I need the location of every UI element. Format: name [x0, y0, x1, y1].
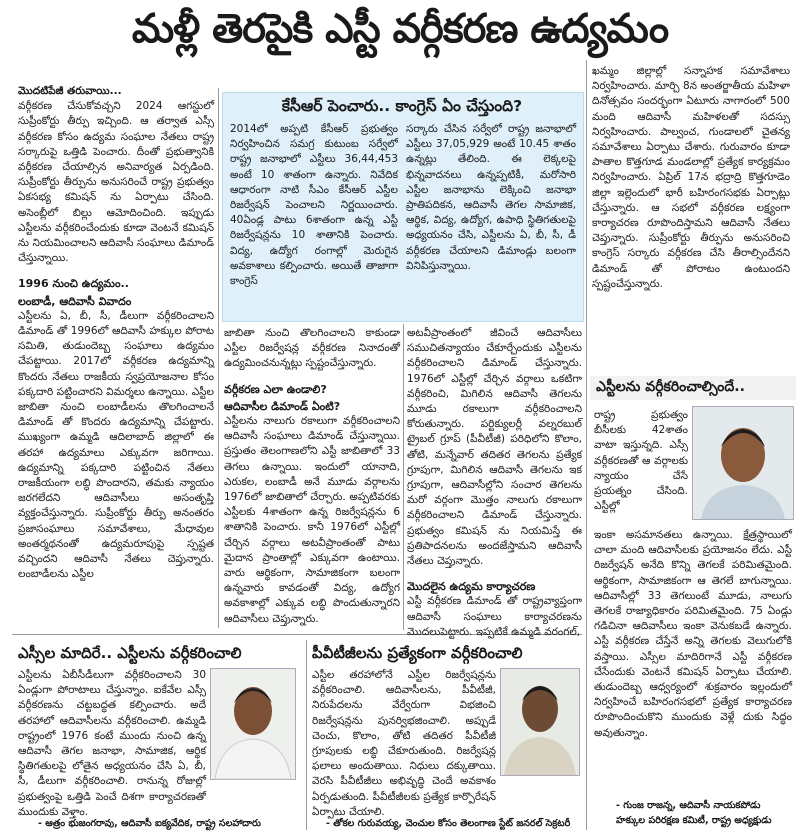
- box1-body: [18, 668, 206, 818]
- col3-subhead: మొదలైన ఉద్యమ కార్యాచరణ: [407, 580, 536, 594]
- person-photo-icon: [211, 669, 295, 779]
- headline: మళ్లీ తెరపైకి ఎస్టీ వర్గీకరణ ఉద్యమం: [131, 6, 669, 52]
- box2-credit: - తోకల గురువయ్య, చెంచుల కోసం తెలంగాణ స్టేట్ జనరల్ సెక్రటరీ: [326, 818, 571, 829]
- info-box-left: [230, 122, 398, 316]
- divider: [586, 60, 587, 830]
- col1-body: ఎస్టీలను ఏ, బీ, సీ, డీలుగా వర్గీకరించాలని డిమాండ్ తో 1996లో ఆదివాసీ హక్కుల పోరాట సమితి, తుడుందెబ్బ సంఘాలు ఉద్యమం చేపట్టాయి. 2017లో వర్గీకరణ ఉద్యమాన్ని కొందరు నేతలు రాజకీయ స్వప్రయోజనాల కోసం పక్కదారి పట్టించారని విమర్శలు ఉన్నాయి. ఎస్టీల జాబితా నుంచి లంబాడీలను తొలగించాలనే డిమాండ్ తో కొందరు ఉద్యమాన్ని చేపట్టారు. ముఖ్యంగా ఉమ్మడి ఆదిలాబాద్ జిల్లాలో ఈ తరహా ఉద్యమాలు ఎక్కువగా జరిగాయి. ఉద్యమాన్ని పక్కదారి పట్టించిన నేతలు రాజకీయంగా లబ్ధి పొందారని, తమకు న్యాయం జరగలేదని ఆదివాసీలు అసంతృప్తి వ్యక్తంచేస్తున్నారు. సుప్రీంకోర్టు తీర్పు అనంతరం ప్రజాసంఘాలు సమావేశాలు, మేధావుల అంతర్మథనంతో ఉద్యమరూపుపై స్పష్టత వచ్చిందని ఆదివాసీ నేతలు చెప్తున్నారు. లంబాడీలను ఎస్టీల: [18, 309, 214, 581]
- divider: [306, 640, 307, 830]
- col1-intro: వర్గీకరణ చేసుకోవచ్చని 2024 ఆగస్టులో సుప్రీంకోర్టు తీర్పు ఇచ్చింది. ఆ తర్వాత ఎస్సీ వర్గీకరణ కోసం ఉద్యమ సంఘాల నేతలు రాష్ట్ర సర్కారుపై ఒత్తిడి పెంచారు. దీంతో ప్రభుత్వానికి వర్గీకరణ చేయాల్సిన అనివార్యత ఏర్పడింది. సుప్రీంకోర్టు తీర్పును అనుసరించే రాష్ట్ర ప్రభుత్వం ఏకసభ్య కమిషన్ ను ఏర్పాటు చేసింది. అసెంబ్లీలో బిల్లు ఆమోదించింది. ఇప్పుడు ఎస్టీలను వర్గీకరించేందుకు కూడా వెంటనే కమిషన్ ను నియమించాలని ఆదివాసీ సంఘాలు డిమాండ్ చేస్తున్నాయి.: [18, 100, 214, 265]
- side-credit: - గుంజ రాజన్న, ఆదివాసీ నాయకపోడు: [616, 800, 761, 811]
- person-photo-icon: [501, 669, 579, 775]
- side-full-text: [594, 528, 792, 794]
- info-box-title: కేసీఆర్ పెంచారు.. కాంగ్రెస్ ఏం చేస్తుంది?: [281, 97, 523, 115]
- info-box-left-text: 2014లో అప్పటి కేసీఆర్ ప్రభుత్వం నిర్వహించిన సమగ్ర కుటుంబ సర్వేలో రాష్ట్ర జనాభాలో ఎస్టీలు 36,44,453 అంటే 10 శాతంగా ఉన్నారు. నివేదిక ఆధారంగా నాటి సీఎం కేసీఆర్ ఎస్టీల రిజర్వేషన్ పెంచాలని నిర్ణయించారు. 40ఏండ్ల పాటు 6శాతంగా ఉన్న ఎస్టీ రిజర్వేషన్లను 10 శాతానికి పెంచారు. విద్య, ఉద్యోగ రంగాల్లో మెరుగైన అవకాశాలు కల్పించారు. అయితే తాజాగా కాంగ్రెస్: [230, 123, 398, 288]
- info-box-right: [406, 122, 576, 316]
- column-1: [18, 84, 214, 630]
- col3-body-1: అటవీప్రాంతంలో జీవించే ఆదివాసీలు సముచితన్యాయం చేకూర్చేందుకు ఎస్టీలను వర్గీకరించాలని డిమాండ్ చేస్తున్నారు. 1976లో ఎస్టీల్లో చేర్చిన వర్గాలు ఒకటిగా వర్గీకరించి, మిగిలిన ఆదివాసీ తెగలను మూడు రకాలుగా వర్గీకరించాలని కోరుతున్నారు. పర్టిక్యులర్లీ వల్నరబుల్ ట్రైబల్ గ్రూప్ (పీవీటీజీ) పరిధిలోని కొలాం, తోటి, మన్నేవార్ తదితర తెగలను ప్రత్యేక గ్రూపుగా, మిగిలిన ఆదివాసీ తెగలను ఇక గ్రూపుగా, ఆదివాసీల్లోని సంచార తెగలను మరో వర్గంగా మొత్తం నాలుగు రకాలుగా వర్గీకరించాలని డిమాండ్ చేస్తున్నారు. ప్రభుత్వం కమిషన్ ను నియమిస్తే ఈ ప్రతిపాదనలను అందజేస్తామని ఆదివాసీ నేతలు చెప్తున్నారు.: [407, 327, 582, 568]
- side-full-text-p: ఇంకా అసమానతలు ఉన్నాయి. క్షేత్రస్థాయిలో చాలా మంది ఆదివాసీలకు ప్రయోజనం లేదు. ఎస్టీ రిజర్వేషన్ అనేది కొన్ని తెగలకే పరిమితమైంది. ఆర్థికంగా, సామాజికంగా ఆ తెగలే బాగున్నాయి. ఆదివాసీల్లో 33 తెగలుంటే మూడు, నాలుగు తెగలకే రాజ్యాధికారం పరిమితమైంది. 75 ఏండ్లు గడిచినా ఆదివాసీలు ఇంకా వెనుకబడే ఉన్నారు. ఎస్టీ వర్గీకరణ చేస్తేనే అన్ని తెగలకు వెలుగులోకి వస్తాయి. ఎస్సీల మాదిరిగానే ఎస్టీ వర్గీకరణ చేసేందుకు వెంటనే కమిషన్ ఏర్పాటు చేయాలి. తుడుందెబ్బ ఆధ్వర్యంలో శుక్రవారం ఇల్లందులో నిర్వహించే బహిరంగసభలో ప్రత్యేక కార్యాచరణ రూపొందించుకొని ముందుకు వెళ్లే దుకు సిద్ధం అవుతున్నాం.: [594, 529, 792, 739]
- box2-title: పీవీటీజీలను ప్రత్యేకంగా వర్గీకరించాలి: [312, 644, 523, 662]
- column-4: [592, 64, 790, 370]
- box2-body-text: ఎస్టీల తరహాలోనే ఎస్టీల రిజర్వేషన్లను వర్గీకరించాలి. ఆదివాసీలను, పీవీటీజీ, నిరుపేదలను వేర్వేరుగా విభజించి రిజర్వేషన్లను పునర్విభజించాలి. అప్పుడే చెంచు, కొలాం, తోటి తదితర పీవీటీజీ గ్రూపులకు లబ్ధి చేకూరుతుంది. రిజర్వేషన్ల ఫలాలు అందుతాయి. నిధులు దక్కుతాయి. వెరసి పీవీటీజీలు అభివృద్ధి చెందే అవకాశం ఏర్పడుతుంది. పీవీటీజీలకు ప్రత్యేక కార్పొరేషన్ ఏర్పాటు చేయాలి.: [312, 669, 496, 818]
- divider: [403, 324, 404, 630]
- divider: [218, 88, 219, 628]
- col2-body-1: జాబితా నుంచి తొలగించాలని కాకుండా ఎస్టీల రిజర్వేషన్ల వర్గీకరణ నినాదంతో ఉద్యమించనున్నట్లు స్పష్టంచేస్తున్నారు.: [224, 327, 400, 370]
- kicker: మొదటిపేజీ తరువాయి...: [18, 85, 122, 97]
- col2-subhead-2: ఆదివాసీల డిమాండ్ ఏంటి?: [224, 399, 341, 413]
- column-3: [407, 326, 582, 638]
- box1-body-text: ఎస్టీలను ఏబీసీడీలుగా వర్గీకరించాలని 30 ఏండ్లుగా పోరాటాలు చేస్తున్నాం. ఐకేవేల ఎస్సీ వర్గీకరణను చట్టబద్ధత కల్పించారు. అదే తరహాలో ఆదివాసీలను వర్గీకరించాలి. ఉమ్మడి రాష్ట్రంలో 1976 కంటే ముందు నుంచి ఉన్న ఆదివాసీ తెగల జనాభా, సామాజిక, ఆర్థిక స్థితిగతులపై లోతైన అధ్యయనం చేసి ఏ, బీ, సీ, డీలుగా వర్గీకరించాలి. రానున్న రోజుల్లో ప్రభుత్వంపై ఒత్తిడి పెంచే దిశగా కార్యాచరణతో ముందుకు వెళ్తాం.: [18, 669, 206, 818]
- person-photo: [210, 668, 296, 780]
- col1-subhead-2: లంబాడీ, ఆదివాసీ వివాదం: [18, 294, 132, 308]
- side-credit-2: హక్కుల పరిరక్షణ కమిటీ, రాష్ట్ర అధ్యక్షుడు: [616, 815, 772, 826]
- col1-subhead: 1996 నుంచి ఉద్యమం..: [18, 277, 129, 291]
- col2-subhead: వర్గీకరణ ఎలా ఉండాలి?: [224, 382, 327, 396]
- side-short-text-p: రాష్ట్ర ప్రభుత్వం బీసీలకు 42శాతం వాటా ఇస్తున్నది. ఎస్సీ వర్గీకరణతో ఆ వర్గాలకు న్యాయం చేసే ప్రయత్నం చేసింది. ఎస్టీల్లో: [594, 409, 688, 513]
- person-photo: [500, 668, 580, 776]
- info-box-right-text: సర్కారు చేసిన సర్వేలో రాష్ట్ర జనాభాలో ఎస్టీలు 37,05,929 అంటే 10.45 శాతం ఉన్నట్లు తేలింది. ఈ లెక్కలపై భిన్నవాదనలు ఉన్నప్పటికీ, మరోసారి ఎస్టీల జనాభాను లెక్కించి జనాభా ప్రాతిపదికన, ఆదివాసీ తెగల సామాజిక, ఆర్థిక, విద్య, ఉద్యోగ, ఉపాధి స్థితిగతులపై అధ్యయనం చేసి, ఎస్టీలను ఏ, బీ, సీ, డీ వర్గీకరణ చేయాలని డిమాండ్లు బలంగా వినిపిస్తున్నాయి.: [406, 123, 576, 272]
- col4-body: ఖమ్మం జిల్లాల్లో సన్నాహక సమావేశాలు నిర్వహించారు. మార్చి 8న అంతర్జాతీయ మహిళా దినోత్సవం సందర్భంగా ఏటూరు నాగారంలో 500 మంది ఆదివాసీ మహిళలతో సదస్సు నిర్వహించారు. పాల్వంచ, గుండాలలో చైతన్య సమావేశాలు ఏర్పాటు చేశారు. గురువారం కూడా పాతాల కొత్తగూడ మండలాల్లో ప్రత్యేక కార్యక్రమం నిర్వహించారు. ఏప్రిల్ 17న భద్రాద్రి కొత్తగూడెం జిల్లా ఇల్లెందులో భారీ బహిరంగసభకు ఏర్పాట్లు చేస్తున్నారు. ఆ సభలో వర్గీకరణ లక్ష్యంగా కార్యాచరణ రూపొందిస్తామని ఆదివాసీ నేతలు చెప్తున్నారు. సుప్రీంకోర్టు తీర్పును అనుసరించి కాంగ్రెస్ సర్కారు వర్గీకరణ చేసి తీరాల్సిందేనని డిమాండ్ తో పోరాటం ఉంటుందని స్పష్టంచేస్తున్నారు.: [592, 65, 790, 290]
- person-photo-icon: [693, 407, 793, 519]
- box1-credit: - ఆత్రం భుజంగరావు, ఆదివాసీ ఐక్యవేదిక, రాష్ట్ర సలహాదారు: [38, 818, 261, 829]
- box2-body: [312, 668, 496, 818]
- col2-body-2: ఎస్టీలను నాలుగు రకాలుగా వర్గీకరించాలని ఆదివాసీ సంఘాలు డిమాండ్ చేస్తున్నాయి. ప్రస్తుతం తెలంగాణలోని ఎస్టీ జాబితాలో 33 తెగలు ఉన్నాయి. ఇందులో యానాది, ఎరుకల, లంబాడీ అనే మూడు వర్గాలను 1976లో జాబితాలో చేర్చారు. అప్పటివరకు ఎస్టీలకు 4శాతంగా ఉన్న రిజర్వేషన్లను 6 శాతానికి పెంచారు. కానీ 1976లో ఎస్టీల్లో చేర్చిన వర్గాలు అటవీప్రాంతంతో పాటు మైదాన ప్రాంతాల్లో ఎక్కువగా ఉంటాయి. వారు ఆర్థికంగా, సామాజికంగా బలంగా ఉన్నవారు కావడంతో విద్య, ఉద్యోగ అవకాశాల్లో ఎక్కువ లబ్ధి పొందుతున్నారని ఆదివాసీలు చెప్తున్నారు.: [224, 415, 400, 625]
- column-2: [224, 326, 400, 630]
- side-short-text: [594, 408, 688, 528]
- col3-body-2: ఎస్టీ వర్గీకరణ డిమాండ్ తో రాష్ట్రవ్యాప్తంగా ఆదివాసీ సంఘాలు కార్యాచరణను మొదలుపెట్టారు. ఇప్పటికే ఉమ్మడి వరంగల్,: [407, 595, 582, 638]
- person-photo: [692, 406, 794, 520]
- side-title: ఎస్టీలను వర్గీకరించాల్సిందే..: [596, 379, 745, 395]
- box1-title: ఎస్సీల మాదిరే.. ఎస్టీలను వర్గీకరించాలి: [18, 644, 242, 662]
